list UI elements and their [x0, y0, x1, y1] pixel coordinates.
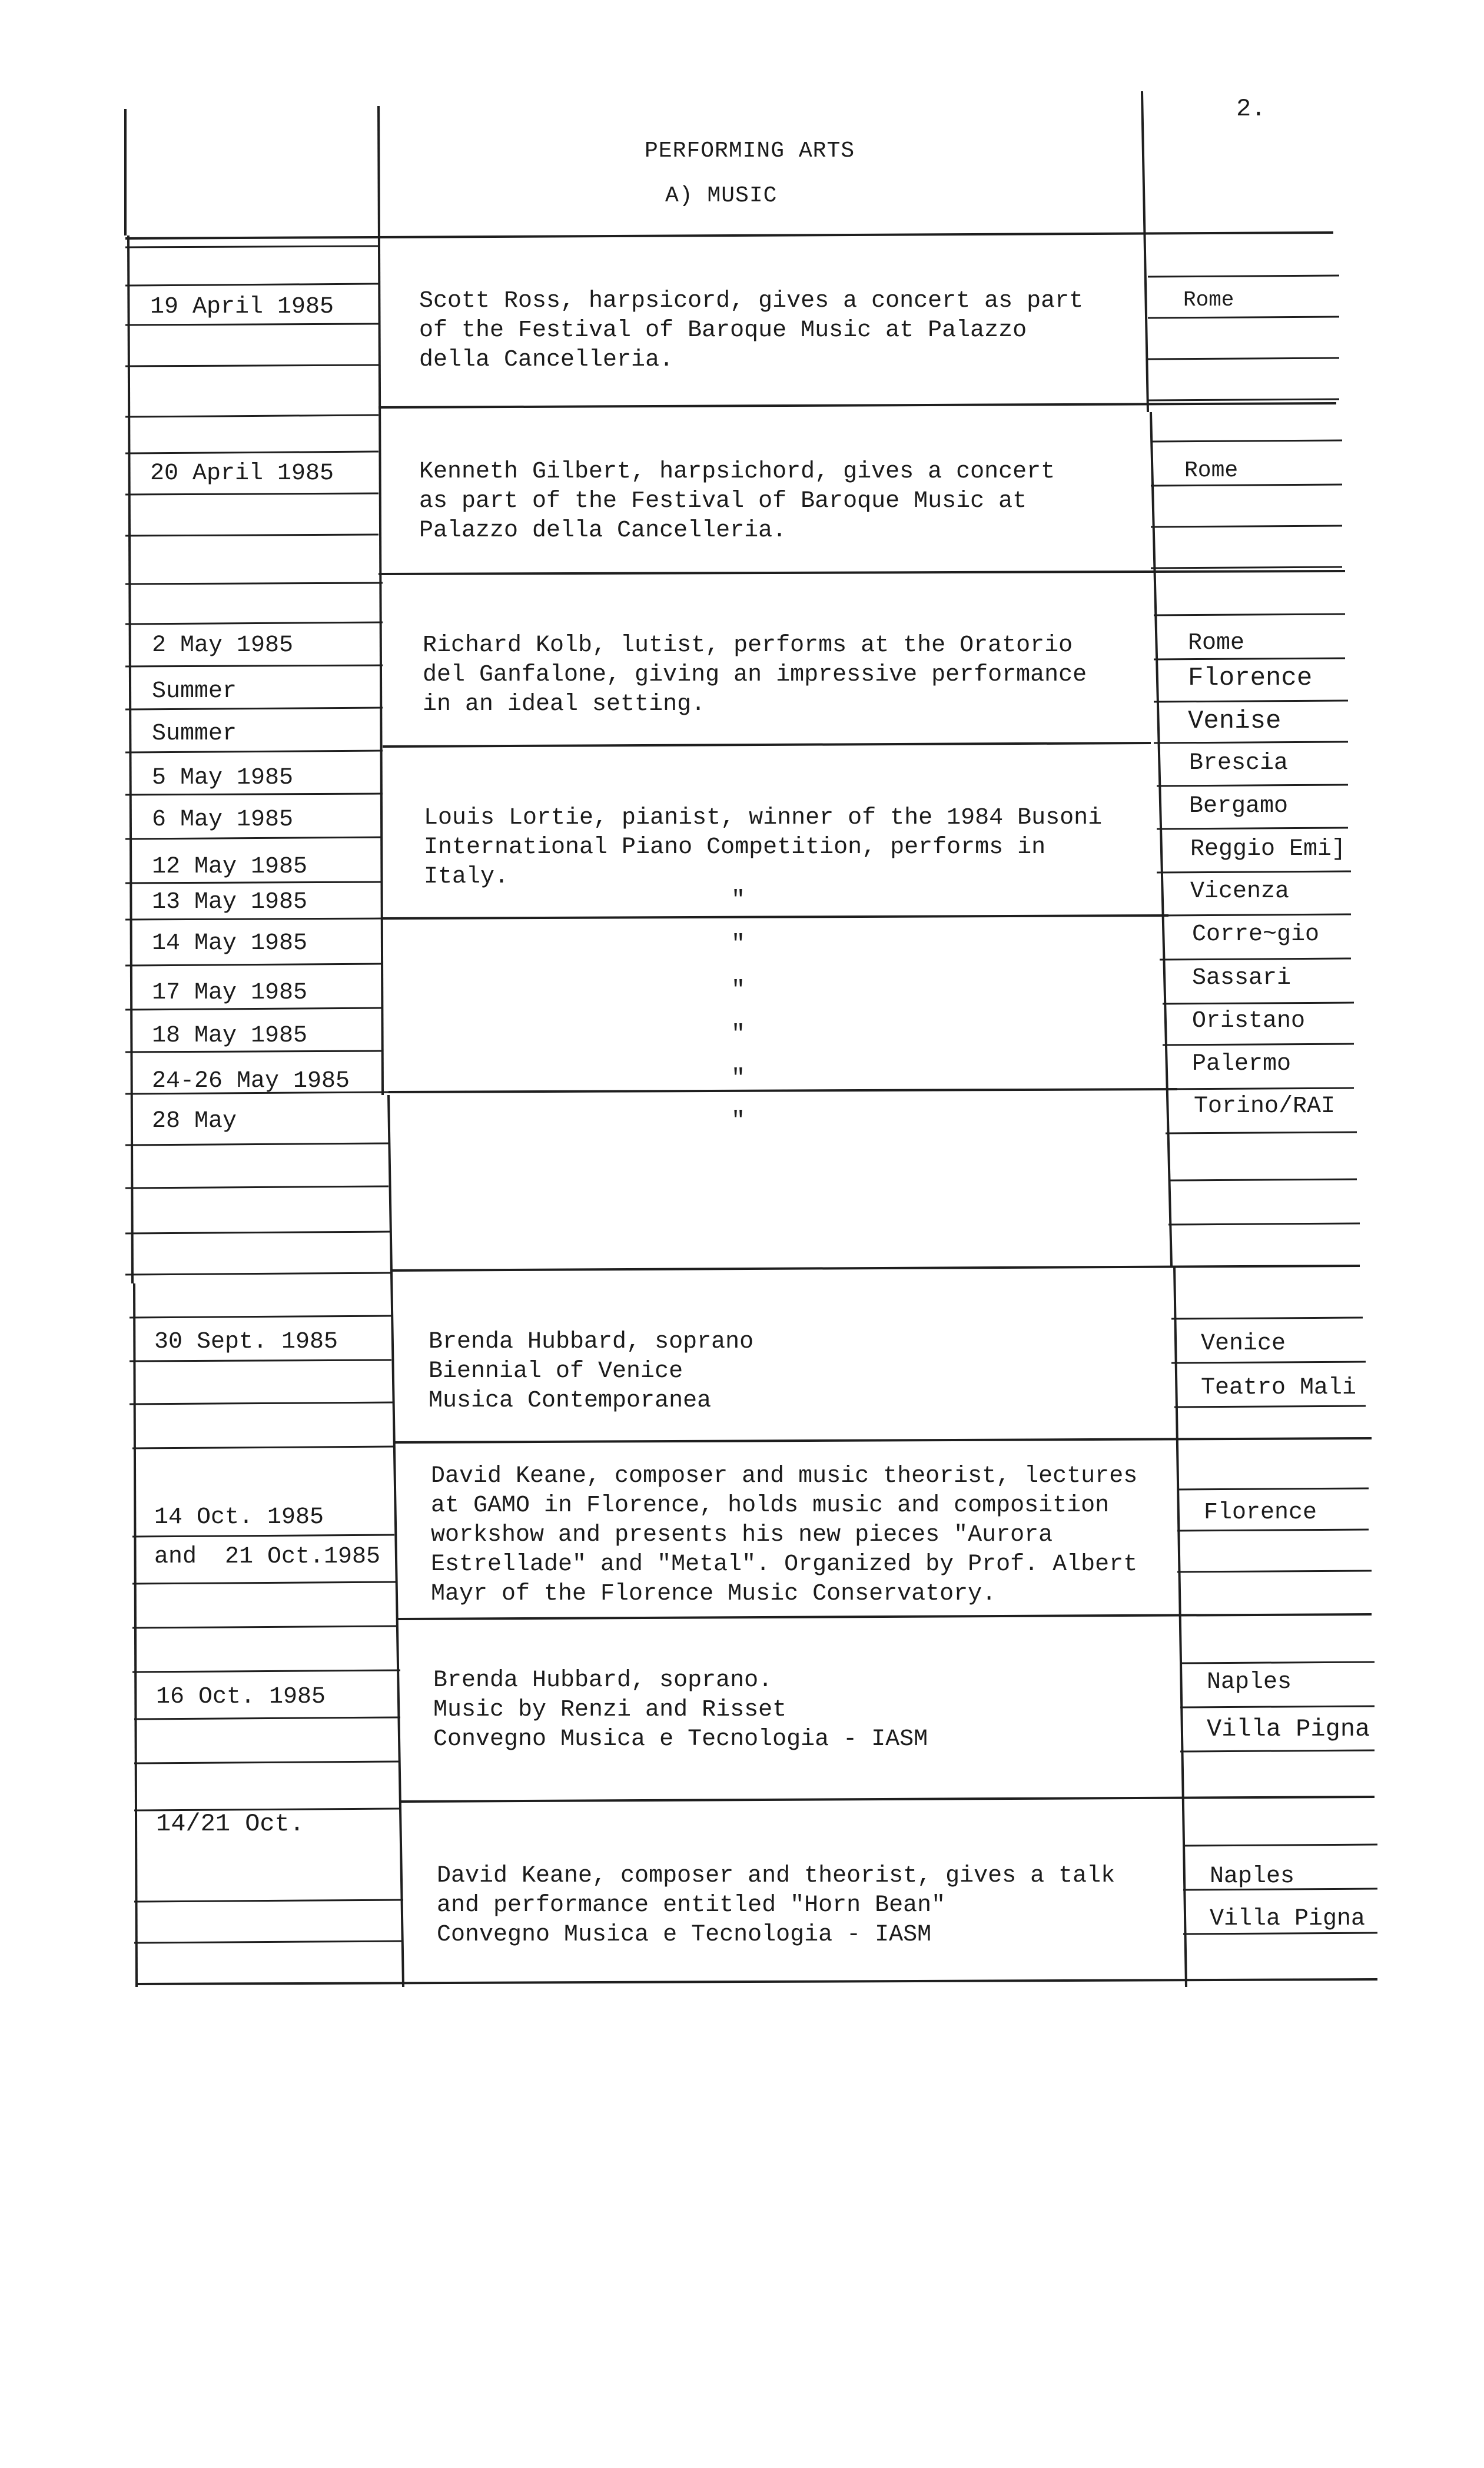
- event-description: Brenda Hubbard, soprano Biennial of Venice Musica Contemporanea: [429, 1329, 754, 1414]
- date-row-rule: [125, 882, 383, 883]
- date-cell: 19 April 1985: [150, 294, 334, 320]
- section-divider: [400, 1797, 1375, 1802]
- date-cell: 20 April 1985: [150, 460, 334, 487]
- section-subtitle: A) MUSIC: [665, 183, 778, 208]
- place-cell: Vicenza: [1190, 878, 1290, 905]
- place-row-rule: [1151, 440, 1342, 442]
- place-cell: Florence: [1188, 664, 1313, 693]
- date-row-rule: [132, 1670, 400, 1672]
- place-row-rule: [1180, 1662, 1375, 1663]
- place-cell: Brescia: [1189, 750, 1289, 777]
- ditto-mark: ": [731, 1021, 746, 1048]
- date-cell: 2 May 1985: [152, 632, 294, 659]
- place-column-rule: [1142, 91, 1148, 412]
- date-row-rule: [125, 1186, 389, 1188]
- place-row-rule: [1171, 1362, 1366, 1363]
- date-row-rule: [125, 415, 379, 417]
- date-row-rule: [134, 1900, 403, 1902]
- left-column-rule-lower: [134, 1283, 137, 1987]
- event-description: David Keane, composer and music theorist, lectures at GAMO in Florence, holds music and composition workshow and presents his new pieces "Aurora Estrellade" and "Metal". Organized by Prof. Albert Mayr of the Florence Music Conservatory.: [431, 1463, 1138, 1607]
- date-row-rule: [130, 1360, 391, 1361]
- place-cell: Naples: [1207, 1669, 1292, 1696]
- date-cell: 17 May 1985: [152, 980, 308, 1006]
- section-title: PERFORMING ARTS: [645, 138, 855, 164]
- date-row-rule: [125, 583, 383, 584]
- place-cell: Teatro Mali: [1201, 1375, 1357, 1401]
- date-row-rule: [132, 1626, 397, 1628]
- date-row-rule: [125, 1143, 389, 1145]
- place-row-rule: [1160, 958, 1351, 960]
- place-row-rule: [1160, 914, 1351, 915]
- place-row-rule: [1177, 1530, 1369, 1531]
- place-cell: Rome: [1188, 630, 1245, 656]
- place-cell: Florence: [1204, 1500, 1317, 1526]
- place-cell: Sassari: [1192, 965, 1292, 991]
- date-row-rule: [125, 1008, 383, 1010]
- place-row-rule: [1157, 828, 1348, 829]
- place-row-rule: [1177, 1571, 1372, 1572]
- place-cell: Villa Pigna: [1207, 1715, 1370, 1743]
- place-row-rule: [1177, 1488, 1369, 1490]
- date-cell: 5 May 1985: [152, 765, 294, 791]
- place-row-rule: [1183, 1845, 1377, 1846]
- date-column-rule-lower: [389, 1095, 403, 1987]
- place-cell: Oristano: [1192, 1008, 1306, 1034]
- place-row-rule: [1154, 742, 1348, 743]
- ditto-mark: ": [731, 931, 746, 958]
- event-description: Richard Kolb, lutist, performs at the Oratorio del Ganfalone, giving an impressive performance in an ideal setting.: [423, 632, 1087, 718]
- section-divider: [394, 1438, 1372, 1442]
- date-column-rule: [379, 106, 383, 1095]
- event-description: Louis Lortie, pianist, winner of the 1984 Busoni International Piano Competition, performs in Italy.: [424, 805, 1103, 890]
- date-row-rule: [130, 1402, 394, 1404]
- place-cell: Bergamo: [1189, 793, 1289, 820]
- place-cell: Naples: [1210, 1863, 1295, 1890]
- date-row-rule: [125, 246, 379, 247]
- place-row-rule: [1166, 1132, 1357, 1133]
- section-divider: [379, 403, 1336, 407]
- place-row-rule: [1171, 1318, 1363, 1319]
- section-divider: [383, 743, 1151, 747]
- header-divider: [125, 233, 1333, 238]
- place-row-rule: [1148, 276, 1339, 277]
- date-cell: 14 May 1985: [152, 930, 308, 957]
- date-cell: 28 May: [152, 1108, 237, 1135]
- date-cell: 13 May 1985: [152, 889, 308, 915]
- date-row-rule: [130, 1316, 391, 1318]
- place-row-rule: [1174, 1406, 1366, 1407]
- date-cell: 6 May 1985: [152, 807, 294, 833]
- date-row-rule: [125, 751, 383, 752]
- place-cell: Venice: [1201, 1331, 1286, 1357]
- section-divider: [383, 915, 1168, 918]
- place-row-rule: [1157, 785, 1348, 786]
- place-cell: Torino/RAI: [1194, 1093, 1336, 1120]
- event-description: Brenda Hubbard, soprano. Music by Renzi and Risset Convegno Musica e Tecnologia - IASM: [433, 1667, 928, 1753]
- date-cell: Summer: [152, 678, 237, 705]
- ditto-mark: ": [731, 1066, 746, 1092]
- date-row-rule: [132, 1535, 394, 1537]
- date-row-rule: [125, 493, 379, 495]
- left-column-rule: [128, 235, 132, 1283]
- event-description: Kenneth Gilbert, harpsichord, gives a concert as part of the Festival of Baroque Music at Palazzo della Cancelleria.: [419, 459, 1055, 544]
- place-row-rule: [1168, 1223, 1360, 1225]
- ditto-mark: ": [731, 887, 746, 914]
- place-row-rule: [1163, 1044, 1354, 1045]
- date-row-rule: [125, 964, 383, 966]
- place-row-rule: [1157, 871, 1351, 873]
- place-row-rule: [1163, 1088, 1354, 1089]
- date-row-rule: [125, 1232, 391, 1233]
- section-divider: [379, 571, 1345, 574]
- place-column-rule-lower: [1174, 1266, 1186, 1987]
- date-cell: 14/21 Oct.: [156, 1810, 305, 1838]
- date-row-rule: [125, 837, 383, 839]
- date-row-rule: [134, 1717, 400, 1719]
- place-row-rule: [1151, 526, 1342, 527]
- place-row-rule: [1151, 485, 1342, 486]
- place-cell: Villa Pigna: [1210, 1906, 1366, 1932]
- date-row-rule: [125, 535, 379, 536]
- place-cell: Corre~gio: [1192, 921, 1320, 948]
- place-cell: Reggio Emi]: [1190, 836, 1346, 863]
- place-cell: Palermo: [1192, 1051, 1292, 1077]
- ditto-mark: ": [731, 1108, 746, 1135]
- section-divider: [389, 1089, 1177, 1092]
- date-row-rule: [125, 324, 379, 325]
- place-row-rule: [1168, 1179, 1357, 1180]
- date-cell: and 21 Oct.1985: [154, 1544, 381, 1570]
- event-description: David Keane, composer and theorist, gives a talk and performance entitled "Horn Bean" Convegno Musica e Tecnologia - IASM: [437, 1863, 1116, 1948]
- place-cell: Venise: [1188, 706, 1282, 736]
- section-divider: [397, 1614, 1372, 1619]
- event-description: Scott Ross, harpsicord, gives a concert as part of the Festival of Baroque Music at Palazzo della Cancelleria.: [419, 288, 1084, 373]
- date-cell: 12 May 1985: [152, 854, 308, 880]
- place-cell: Rome: [1183, 288, 1234, 312]
- place-row-rule: [1154, 614, 1345, 615]
- date-row-rule: [125, 918, 383, 920]
- date-row-rule: [132, 1447, 394, 1448]
- date-row-rule: [125, 365, 379, 366]
- place-row-rule: [1148, 399, 1339, 400]
- date-cell: 18 May 1985: [152, 1023, 308, 1049]
- place-row-rule: [1180, 1706, 1375, 1707]
- place-row-rule: [1163, 1003, 1354, 1004]
- date-cell: 14 Oct. 1985: [154, 1504, 324, 1531]
- date-row-rule: [125, 1273, 391, 1275]
- place-row-rule: [1154, 658, 1345, 659]
- place-row-rule: [1148, 358, 1339, 359]
- date-row-rule: [134, 1941, 403, 1943]
- date-row-rule: [134, 1762, 400, 1763]
- date-cell: 16 Oct. 1985: [156, 1684, 326, 1710]
- ditto-mark: ": [731, 977, 746, 1004]
- place-column-rule-mid: [1151, 412, 1171, 1266]
- date-cell: 30 Sept. 1985: [154, 1329, 338, 1355]
- table-bottom-rule: [137, 1979, 1377, 1984]
- date-row-rule: [132, 1582, 397, 1584]
- date-row-rule: [125, 794, 383, 795]
- place-row-rule: [1154, 701, 1348, 702]
- date-row-rule: [125, 708, 383, 709]
- date-cell: 24-26 May 1985: [152, 1068, 350, 1094]
- date-row-rule: [125, 622, 383, 624]
- page-number: 2.: [1236, 95, 1266, 123]
- place-cell: Rome: [1184, 458, 1239, 483]
- place-row-rule: [1180, 1750, 1375, 1752]
- date-row-rule: [125, 452, 379, 453]
- place-row-rule: [1151, 567, 1342, 568]
- section-divider: [391, 1266, 1360, 1271]
- date-cell: Summer: [152, 721, 237, 747]
- place-row-rule: [1148, 317, 1339, 318]
- date-row-rule: [125, 284, 379, 286]
- date-row-rule: [125, 1051, 383, 1052]
- date-row-rule: [125, 665, 383, 666]
